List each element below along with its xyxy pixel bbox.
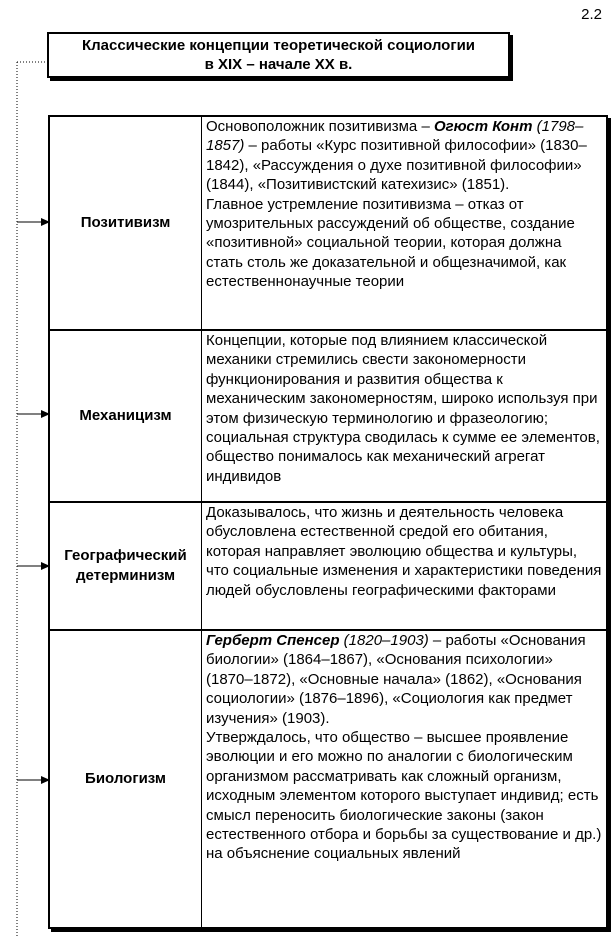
author-years: (1820–1903) — [339, 632, 429, 649]
row-label: Позитивизм — [50, 117, 202, 329]
description-text: Главное устремление позитивизма – отказ от умозрительных рассуждений об обществе, создание «позитивной» социальной теории, которая должна стать столь же доказательной и общезначимой, как естественнонаучные теории — [206, 195, 575, 291]
row-label: Механицизм — [50, 331, 202, 501]
arrow-icon — [17, 409, 51, 419]
diagram-title — [47, 32, 510, 78]
title-line-2: в XIX – начале XX в. — [204, 56, 353, 73]
arrow-icon — [17, 561, 51, 571]
author-name: Огюст Конт — [433, 118, 533, 135]
page-number: 2.2 — [581, 6, 602, 23]
description-text: Основоположник позитивизма – — [206, 118, 434, 135]
row-geographic-determinism — [48, 501, 608, 631]
author-years: (1798–1857) — [206, 118, 584, 155]
description-text: Доказывалось, что жизнь и деятельность человека обусловлена естественной средой его обитания, которая направляет эволюцию общества и культуры, что социальные изменения и характеристики поведения людей обусловлены географическими факторами — [206, 504, 602, 599]
row-label: Биологизм — [50, 631, 202, 927]
description-text: – работы «Основания биологии» (1864–1867), «Основания психологии» (1870–1872), «Основные начала» (1862), «Основания социологии» (1876–1896), «Социология как предмет изучения» (1903). — [206, 632, 586, 727]
row-description — [202, 503, 606, 629]
row-description — [202, 331, 606, 501]
description-text: Концепции, которые под влиянием классической механики стремились свести закономерности функционирования и развития общества к механическим закономерностям, широко используя при этом физическую терминологию и фразеологию; социальная структура сводилась к сумме ее элементов, общество понималось как механический агрегат индивидов — [206, 332, 600, 485]
arrow-icon — [17, 217, 51, 227]
title-line-1: Классические концепции теоретической социологии — [81, 37, 476, 54]
concepts-table — [48, 115, 608, 929]
row-label: Географический детерминизм — [50, 503, 202, 629]
arrow-icon — [17, 775, 51, 785]
author-name: Герберт Спенсер — [206, 632, 340, 649]
row-biologism — [48, 629, 608, 929]
row-mechanism — [48, 329, 608, 503]
row-positivism — [48, 115, 608, 331]
description-text: – работы «Курс позитивной философии» (1830–1842), «Рассуждения о духе позитивной философии» (1844), «Позитивистский катехизис» (1851). — [206, 137, 587, 194]
row-description — [202, 117, 606, 329]
description-text: Утверждалось, что общество – высшее проявление эволюции и его можно по аналогии с биологическим организмом рассматривать как сложный организм, исходным элементом которого выступает индивид; есть смысл переносить биологические законы (закон естественного отбора и борьбы за существование и др.) на объяснение социальных явлений — [206, 729, 602, 863]
row-description — [202, 631, 606, 927]
